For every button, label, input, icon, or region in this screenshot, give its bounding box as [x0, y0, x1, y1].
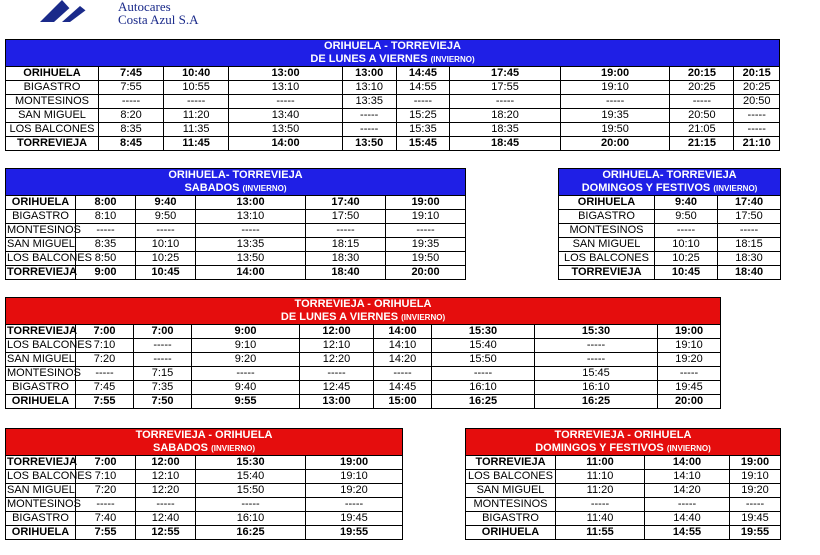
stop-name: ORIHUELA — [6, 196, 76, 210]
departure-time: ----- — [734, 109, 780, 123]
departure-time: 7:55 — [76, 395, 134, 409]
table-row — [466, 498, 781, 512]
table-subtitle-line — [7, 53, 778, 66]
stop-name: BIGASTRO — [6, 512, 76, 526]
departure-time: 20:15 — [670, 67, 734, 81]
departure-time: 8:10 — [76, 210, 136, 224]
departure-time: 20:15 — [734, 67, 780, 81]
departure-time: 19:35 — [386, 238, 466, 252]
departure-time: 20:00 — [658, 395, 721, 409]
table-row — [6, 395, 721, 409]
table-subtitle-line — [560, 182, 779, 195]
stop-name: ORIHUELA — [6, 67, 99, 81]
departure-time: 7:20 — [76, 484, 136, 498]
departure-time: 19:00 — [306, 456, 403, 470]
table-row — [6, 367, 721, 381]
table-row — [559, 238, 781, 252]
stop-name: ORIHUELA — [6, 526, 76, 540]
table-row — [6, 252, 466, 266]
table-row — [6, 498, 403, 512]
departure-time: ----- — [342, 109, 396, 123]
departure-time: 13:35 — [196, 238, 306, 252]
departure-time: 20:50 — [670, 109, 734, 123]
departure-time: 13:50 — [342, 137, 396, 151]
departure-time: ----- — [670, 95, 734, 109]
departure-time: 13:10 — [229, 81, 343, 95]
departure-time: 8:45 — [99, 137, 164, 151]
table-row — [6, 512, 403, 526]
stop-name: SAN MIGUEL — [6, 109, 99, 123]
departure-time: 12:45 — [300, 381, 374, 395]
table-row — [6, 224, 466, 238]
departure-time: 13:00 — [196, 196, 306, 210]
table-row — [559, 224, 781, 238]
season-note: (INVIERNO) — [401, 313, 446, 322]
departure-time: ----- — [76, 224, 136, 238]
departure-time: ----- — [450, 95, 561, 109]
table-row — [6, 381, 721, 395]
departure-time: 12:40 — [136, 512, 196, 526]
table-row — [466, 484, 781, 498]
departure-time: 7:00 — [76, 325, 134, 339]
stop-name: TORREVIEJA — [7, 456, 78, 468]
departure-time: 19:55 — [730, 526, 781, 540]
departure-time: ----- — [134, 339, 192, 353]
departure-time: 7:45 — [99, 67, 164, 81]
departure-time: 14:20 — [645, 484, 730, 498]
departure-time: ----- — [658, 367, 721, 381]
departure-time: 16:25 — [196, 526, 306, 540]
season-note: (INVIERNO) — [211, 444, 256, 453]
departure-time: 7:10 — [76, 470, 136, 484]
departure-time: 14:10 — [374, 339, 432, 353]
stop-name: LOS BALCONES — [466, 470, 556, 484]
stop-name: BIGASTRO — [6, 210, 76, 224]
table-header — [6, 298, 721, 325]
departure-time: 15:50 — [196, 484, 306, 498]
departure-time: ----- — [535, 353, 658, 367]
departure-time: 7:50 — [134, 395, 192, 409]
departure-time: 19:20 — [306, 484, 403, 498]
departure-time: 20:50 — [734, 95, 780, 109]
stop-name: LOS BALCONES — [7, 470, 92, 482]
stop-name: SAN MIGUEL — [559, 238, 655, 252]
departure-time: 19:00 — [386, 196, 466, 210]
departure-time: 19:10 — [386, 210, 466, 224]
stop-name: BIGASTRO — [6, 81, 99, 95]
table-header — [466, 429, 781, 456]
departure-time: ----- — [560, 95, 670, 109]
stop-name: ORIHUELA — [559, 196, 655, 210]
departure-time: 17:55 — [450, 81, 561, 95]
departure-time: 19:20 — [658, 353, 721, 367]
table-subtitle: DE LUNES A VIERNES — [310, 53, 428, 65]
departure-time: 13:10 — [342, 81, 396, 95]
departure-time: 14:55 — [396, 81, 450, 95]
departure-time: 15:40 — [432, 339, 535, 353]
stop-name: TORREVIEJA — [7, 325, 78, 337]
schedule-torrevieja-orihuela-sundays — [465, 428, 781, 540]
departure-time: 9:40 — [136, 196, 196, 210]
table-subtitle: DOMINGOS Y FESTIVOS — [581, 182, 711, 194]
departure-time: ----- — [730, 498, 781, 512]
table-row — [559, 210, 781, 224]
departure-time: 11:35 — [164, 123, 229, 137]
departure-time: 9:50 — [655, 210, 718, 224]
stop-name: MONTESINOS — [7, 224, 81, 236]
departure-time: 9:50 — [136, 210, 196, 224]
departure-time: 11:40 — [556, 512, 645, 526]
departure-time: 7:55 — [99, 81, 164, 95]
departure-time: 17:45 — [450, 67, 561, 81]
departure-time: 7:15 — [134, 367, 192, 381]
departure-time: 14:20 — [374, 353, 432, 367]
departure-time: 21:05 — [670, 123, 734, 137]
departure-time: ----- — [196, 498, 306, 512]
departure-time: ----- — [306, 498, 403, 512]
departure-time: ----- — [99, 95, 164, 109]
departure-time: ----- — [196, 224, 306, 238]
departure-time: ----- — [76, 367, 134, 381]
stop-name: MONTESINOS — [7, 498, 81, 510]
departure-time: 18:30 — [718, 252, 781, 266]
departure-time: ----- — [556, 498, 645, 512]
departure-time: 8:20 — [99, 109, 164, 123]
departure-time: 12:20 — [136, 484, 196, 498]
departure-time: 10:45 — [655, 266, 718, 280]
departure-time: 12:00 — [136, 456, 196, 470]
table-row — [466, 512, 781, 526]
table-row — [6, 123, 780, 137]
departure-time: 15:30 — [196, 456, 306, 470]
table-row — [6, 238, 466, 252]
table-row — [6, 526, 403, 540]
table-row — [6, 339, 721, 353]
departure-time: 19:00 — [730, 456, 781, 470]
departure-time: 13:40 — [229, 109, 343, 123]
stop-name: BIGASTRO — [6, 381, 76, 395]
departure-time: 19:45 — [658, 381, 721, 395]
departure-time: ----- — [164, 95, 229, 109]
departure-time: ----- — [192, 367, 300, 381]
departure-time: ----- — [136, 224, 196, 238]
stop-name: SAN MIGUEL — [466, 484, 556, 498]
departure-time: ----- — [136, 498, 196, 512]
stop-name: MONTESINOS — [7, 367, 81, 379]
departure-time: 13:10 — [196, 210, 306, 224]
departure-time: 10:40 — [164, 67, 229, 81]
table-subtitle-line — [7, 442, 401, 455]
departure-time: 10:25 — [655, 252, 718, 266]
table-row — [6, 95, 780, 109]
departure-time: 19:10 — [730, 470, 781, 484]
stop-name: BIGASTRO — [466, 512, 556, 526]
departure-time: 14:00 — [645, 456, 730, 470]
departure-time: 8:35 — [76, 238, 136, 252]
table-row — [6, 353, 721, 367]
departure-time: 18:20 — [450, 109, 561, 123]
departure-time: 13:00 — [300, 395, 374, 409]
departure-time: 8:00 — [76, 196, 136, 210]
departure-time: ----- — [396, 95, 450, 109]
departure-time: 11:55 — [556, 526, 645, 540]
schedule-torrevieja-orihuela-saturdays — [5, 428, 403, 540]
schedule-orihuela-torrevieja-sundays — [558, 168, 781, 280]
departure-time: ----- — [342, 123, 396, 137]
departure-time: ----- — [386, 224, 466, 238]
departure-time: 12:55 — [136, 526, 196, 540]
departure-time: 16:25 — [535, 395, 658, 409]
departure-time: 12:00 — [300, 325, 374, 339]
departure-time: 13:50 — [196, 252, 306, 266]
departure-time: 13:00 — [229, 67, 343, 81]
table-row — [559, 196, 781, 210]
departure-time: 10:45 — [136, 266, 196, 280]
stop-name: SAN MIGUEL — [7, 484, 75, 496]
departure-time: 18:40 — [718, 266, 781, 280]
table-row — [6, 137, 780, 151]
departure-time: 10:10 — [136, 238, 196, 252]
stop-name: MONTESINOS — [466, 498, 556, 512]
table-title: TORREVIEJA - ORIHUELA — [554, 429, 692, 441]
departure-time: ----- — [655, 224, 718, 238]
departure-time: ----- — [306, 224, 386, 238]
departure-time: 13:35 — [342, 95, 396, 109]
stop-name: ORIHUELA — [466, 526, 556, 540]
departure-time: 14:00 — [229, 137, 343, 151]
departure-time: ----- — [229, 95, 343, 109]
table-title: ORIHUELA- TORREVIEJA — [602, 169, 737, 181]
table-subtitle-line — [7, 311, 719, 324]
departure-time: 15:00 — [374, 395, 432, 409]
table-row — [6, 484, 403, 498]
departure-time: 20:25 — [734, 81, 780, 95]
stop-name: MONTESINOS — [6, 95, 99, 109]
stop-name: MONTESINOS — [559, 224, 655, 238]
departure-time: 17:50 — [718, 210, 781, 224]
season-note: (INVIERNO) — [242, 184, 287, 193]
departure-time: 15:30 — [432, 325, 535, 339]
departure-time: 9:20 — [192, 353, 300, 367]
departure-time: 7:20 — [76, 353, 134, 367]
departure-time: 11:45 — [164, 137, 229, 151]
departure-time: 19:20 — [730, 484, 781, 498]
departure-time: 12:10 — [300, 339, 374, 353]
departure-time: 11:10 — [556, 470, 645, 484]
stop-name: SAN MIGUEL — [7, 353, 75, 365]
departure-time: 15:35 — [396, 123, 450, 137]
departure-time: ----- — [734, 123, 780, 137]
departure-time: 15:25 — [396, 109, 450, 123]
departure-time: 7:00 — [134, 325, 192, 339]
departure-time: ----- — [432, 367, 535, 381]
departure-time: 8:35 — [99, 123, 164, 137]
stop-name: LOS BALCONES — [7, 252, 92, 264]
departure-time: 19:50 — [386, 252, 466, 266]
departure-time: 13:00 — [342, 67, 396, 81]
departure-time: 19:35 — [560, 109, 670, 123]
table-row — [6, 210, 466, 224]
departure-time: 12:10 — [136, 470, 196, 484]
table-subtitle: SABADOS — [152, 442, 208, 454]
departure-time: 20:25 — [670, 81, 734, 95]
company-name-line1: Autocares — [118, 0, 171, 14]
departure-time: 9:10 — [192, 339, 300, 353]
stop-name: SAN MIGUEL — [7, 238, 75, 250]
departure-time: 17:50 — [306, 210, 386, 224]
departure-time: 7:55 — [76, 526, 136, 540]
departure-time: 7:40 — [76, 512, 136, 526]
table-subtitle-line — [7, 182, 464, 195]
stop-name: TORREVIEJA — [466, 456, 556, 470]
table-row — [6, 81, 780, 95]
departure-time: 17:40 — [718, 196, 781, 210]
departure-time: 15:45 — [535, 367, 658, 381]
table-row — [466, 526, 781, 540]
departure-time: ----- — [535, 339, 658, 353]
departure-time: 16:10 — [432, 381, 535, 395]
departure-time: ----- — [718, 224, 781, 238]
departure-time: 11:20 — [164, 109, 229, 123]
departure-time: 9:55 — [192, 395, 300, 409]
departure-time: 9:00 — [192, 325, 300, 339]
departure-time: 15:40 — [196, 470, 306, 484]
table-row — [559, 252, 781, 266]
table-row — [6, 470, 403, 484]
stop-name: TORREVIEJA — [7, 266, 78, 278]
departure-time: 10:25 — [136, 252, 196, 266]
departure-time: 7:35 — [134, 381, 192, 395]
departure-time: 16:25 — [432, 395, 535, 409]
departure-time: 19:55 — [306, 526, 403, 540]
table-row — [6, 196, 466, 210]
stop-name: TORREVIEJA — [559, 266, 655, 280]
stop-name: LOS BALCONES — [6, 123, 99, 137]
departure-time: 10:10 — [655, 238, 718, 252]
departure-time: 10:55 — [164, 81, 229, 95]
departure-time: 14:00 — [374, 325, 432, 339]
table-row — [6, 67, 780, 81]
departure-time: 18:15 — [718, 238, 781, 252]
departure-time: 14:45 — [396, 67, 450, 81]
table-title: ORIHUELA- TORREVIEJA — [168, 169, 303, 181]
table-subtitle-line — [467, 442, 779, 455]
table-row — [559, 266, 781, 280]
departure-time: ----- — [300, 367, 374, 381]
stop-name: BIGASTRO — [559, 210, 655, 224]
schedule-torrevieja-orihuela-weekdays — [5, 297, 721, 409]
table-row — [6, 456, 403, 470]
departure-time: 18:30 — [306, 252, 386, 266]
schedule-orihuela-torrevieja-saturdays — [5, 168, 466, 280]
departure-time: 11:20 — [556, 484, 645, 498]
departure-time: 14:55 — [645, 526, 730, 540]
departure-time: 21:15 — [670, 137, 734, 151]
table-subtitle: DE LUNES A VIERNES — [280, 311, 399, 323]
table-row — [6, 325, 721, 339]
departure-time: ----- — [374, 367, 432, 381]
departure-time: 7:10 — [76, 339, 134, 353]
schedule-orihuela-torrevieja-weekdays — [5, 39, 780, 151]
departure-time: ----- — [76, 498, 136, 512]
table-header — [6, 40, 780, 67]
company-name — [118, 0, 199, 26]
table-subtitle: SABADOS — [184, 182, 240, 194]
stop-name: LOS BALCONES — [559, 252, 655, 266]
table-row — [466, 456, 781, 470]
departure-time: 19:00 — [560, 67, 670, 81]
departure-time: 19:00 — [658, 325, 721, 339]
stop-name: TORREVIEJA — [6, 137, 99, 151]
table-title: TORREVIEJA - ORIHUELA — [135, 429, 273, 441]
departure-time: 7:45 — [76, 381, 134, 395]
departure-time: 18:40 — [306, 266, 386, 280]
departure-time: 19:10 — [658, 339, 721, 353]
departure-time: 12:20 — [300, 353, 374, 367]
departure-time: 15:45 — [396, 137, 450, 151]
departure-time: 9:00 — [76, 266, 136, 280]
departure-time: 14:10 — [645, 470, 730, 484]
company-logo — [40, 0, 110, 22]
departure-time: 13:50 — [229, 123, 343, 137]
season-note: (INVIERNO) — [713, 184, 758, 193]
table-header — [6, 169, 466, 196]
departure-time: 16:10 — [535, 381, 658, 395]
departure-time: 19:45 — [730, 512, 781, 526]
table-header — [559, 169, 781, 196]
departure-time: 9:40 — [655, 196, 718, 210]
stop-name: ORIHUELA — [6, 395, 76, 409]
departure-time: 16:10 — [196, 512, 306, 526]
departure-time: 20:00 — [560, 137, 670, 151]
departure-time: 17:40 — [306, 196, 386, 210]
departure-time: 7:00 — [76, 456, 136, 470]
departure-time: 19:45 — [306, 512, 403, 526]
table-title: ORIHUELA - TORREVIEJA — [324, 40, 461, 52]
table-row — [6, 109, 780, 123]
stop-name: LOS BALCONES — [7, 339, 92, 351]
departure-time: ----- — [134, 353, 192, 367]
departure-time: 14:45 — [374, 381, 432, 395]
departure-time: 18:15 — [306, 238, 386, 252]
departure-time: 18:35 — [450, 123, 561, 137]
departure-time: 20:00 — [386, 266, 466, 280]
table-subtitle: DOMINGOS Y FESTIVOS — [535, 442, 664, 454]
departure-time: 18:45 — [450, 137, 561, 151]
company-name-line2: Costa Azul S.A — [118, 12, 199, 27]
departure-time: 11:00 — [556, 456, 645, 470]
departure-time: 21:10 — [734, 137, 780, 151]
season-note: (INVIERNO) — [430, 55, 475, 64]
table-row — [466, 470, 781, 484]
departure-time: 19:10 — [306, 470, 403, 484]
departure-time: 9:40 — [192, 381, 300, 395]
departure-time: 15:30 — [535, 325, 658, 339]
departure-time: 19:50 — [560, 123, 670, 137]
departure-time: 19:10 — [560, 81, 670, 95]
season-note: (INVIERNO) — [666, 444, 711, 453]
departure-time: 15:50 — [432, 353, 535, 367]
table-row — [6, 266, 466, 280]
departure-time: ----- — [645, 498, 730, 512]
table-title: TORREVIEJA - ORIHUELA — [294, 298, 432, 310]
departure-time: 14:00 — [196, 266, 306, 280]
table-header — [6, 429, 403, 456]
departure-time: 8:50 — [76, 252, 136, 266]
departure-time: 14:40 — [645, 512, 730, 526]
